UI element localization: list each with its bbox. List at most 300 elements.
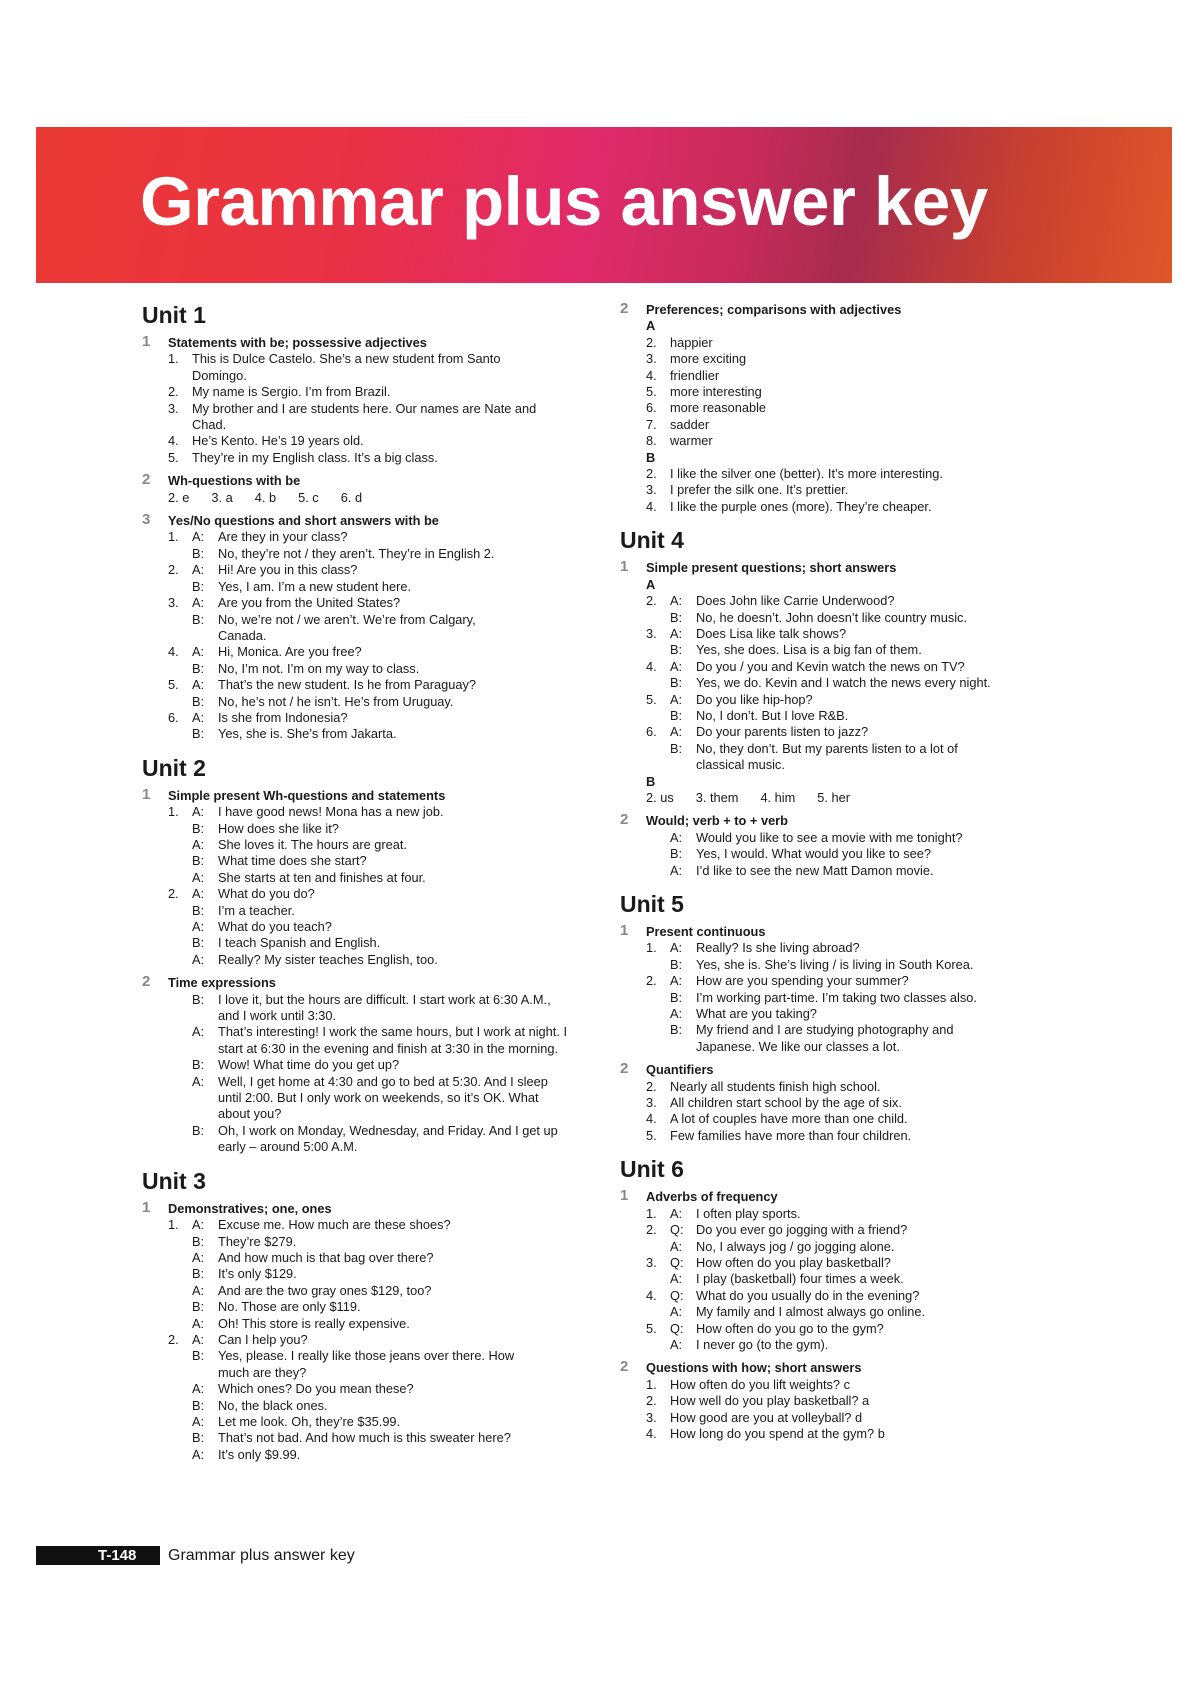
speaker-label: A: bbox=[192, 836, 205, 852]
answer-row bbox=[646, 482, 1120, 498]
answer-row bbox=[168, 935, 612, 951]
exercise-title: Yes/No questions and short answers with be bbox=[168, 513, 439, 529]
answer-row bbox=[168, 1381, 612, 1397]
answer-row bbox=[168, 529, 612, 545]
answer-row bbox=[168, 1299, 612, 1315]
answer-row bbox=[168, 1316, 612, 1332]
speaker-label: B: bbox=[670, 675, 683, 691]
exercise-heading bbox=[142, 335, 612, 351]
answer-row bbox=[646, 1255, 1120, 1271]
answer-row bbox=[168, 490, 612, 506]
item-number: 1. bbox=[168, 351, 179, 367]
answer-text: I have good news! Mona has a new job. bbox=[218, 804, 444, 820]
answer-text: It’s only $9.99. bbox=[218, 1446, 301, 1462]
answer-text: What do you teach? bbox=[218, 919, 332, 934]
answer-item: 2. us bbox=[646, 789, 674, 805]
speaker-label: A: bbox=[192, 677, 205, 693]
speaker-label: B: bbox=[192, 935, 205, 951]
answer-text: All children start school by the age of six. bbox=[670, 1095, 902, 1111]
answer-row bbox=[646, 957, 1120, 973]
exercise-number: 1 bbox=[142, 333, 151, 350]
exercise-number: 1 bbox=[142, 785, 151, 803]
answer-item: 5. c bbox=[298, 489, 319, 505]
speaker-label: A: bbox=[670, 940, 683, 956]
speaker-label: B: bbox=[670, 956, 683, 972]
page-title: Grammar plus answer key bbox=[140, 163, 988, 240]
exercise-body bbox=[142, 351, 612, 466]
answer-text: Yes, please. I really like those jeans over there. How bbox=[218, 1348, 515, 1364]
speaker-label: B: bbox=[192, 726, 205, 742]
speaker-label: A: bbox=[192, 804, 205, 820]
answer-text: Are they in your class? bbox=[218, 529, 348, 545]
answer-continuation: Domingo. bbox=[192, 367, 247, 383]
exercise-number: 1 bbox=[142, 1198, 151, 1216]
speaker-label: B: bbox=[192, 1057, 205, 1073]
exercise-heading bbox=[142, 1198, 612, 1217]
unit-heading: Unit 3 bbox=[142, 1167, 206, 1194]
answer-row bbox=[168, 804, 612, 820]
left-column bbox=[142, 302, 612, 1463]
speaker-label: A: bbox=[192, 1381, 205, 1397]
answer-text: Do your parents listen to jazz? bbox=[696, 724, 869, 740]
answer-row bbox=[646, 466, 1120, 482]
exercise-heading bbox=[620, 813, 1120, 829]
answer-text: happier bbox=[670, 334, 713, 350]
exercise-title: Adverbs of frequency bbox=[646, 1189, 778, 1205]
speaker-label: A: bbox=[192, 709, 205, 725]
answer-row bbox=[646, 351, 1120, 367]
exercise-body bbox=[142, 992, 612, 1156]
answer-text: I’m a teacher. bbox=[218, 902, 295, 918]
answer-row bbox=[168, 821, 612, 837]
item-number: 1. bbox=[168, 529, 179, 545]
speaker-label: B: bbox=[192, 1299, 205, 1315]
unit-heading: Unit 4 bbox=[620, 527, 684, 554]
item-number: 5. bbox=[168, 449, 179, 465]
exercise-heading bbox=[142, 513, 612, 529]
answer-text: My name is Sergio. I’m from Brazil. bbox=[192, 384, 391, 400]
speaker-label: A: bbox=[192, 1249, 205, 1265]
speaker-label: A: bbox=[192, 644, 205, 660]
answer-row bbox=[168, 450, 612, 466]
item-number: 5. bbox=[646, 691, 657, 707]
answer-text: Are you from the United States? bbox=[218, 595, 401, 611]
exercise-body bbox=[620, 577, 1120, 807]
speaker-label: A: bbox=[670, 1205, 683, 1221]
item-number: 3. bbox=[646, 1095, 657, 1111]
item-number: 3. bbox=[646, 482, 657, 498]
answer-row bbox=[646, 1206, 1120, 1222]
speaker-label: A: bbox=[670, 829, 683, 845]
answer-row bbox=[168, 992, 612, 1008]
answer-row bbox=[168, 903, 612, 919]
exercise-number: 1 bbox=[620, 558, 629, 576]
answer-row bbox=[168, 612, 612, 628]
answer-row bbox=[646, 741, 1120, 757]
answer-text: I teach Spanish and English. bbox=[218, 935, 381, 951]
answer-continuation: Canada. bbox=[218, 627, 267, 643]
answer-text: No, he doesn’t. John doesn’t like country music. bbox=[696, 609, 968, 625]
answer-row bbox=[646, 1288, 1120, 1304]
exercise-heading bbox=[142, 975, 612, 991]
answer-row bbox=[646, 675, 1120, 691]
answer-text: No. Those are only $119. bbox=[218, 1299, 361, 1315]
item-number: 7. bbox=[646, 416, 657, 432]
exercise-number: 3 bbox=[142, 511, 151, 529]
item-number: 1. bbox=[646, 1205, 657, 1221]
speaker-label: B: bbox=[192, 693, 205, 709]
answer-row bbox=[168, 1447, 612, 1463]
answer-row bbox=[646, 830, 1120, 846]
speaker-label: A: bbox=[192, 1315, 205, 1331]
item-number: 3. bbox=[646, 1254, 657, 1270]
speaker-label: B: bbox=[670, 1022, 683, 1038]
item-number: 5. bbox=[168, 677, 179, 693]
answer-row bbox=[646, 659, 1120, 675]
answer-text: How often do you go to the gym? bbox=[696, 1320, 884, 1336]
answer-row bbox=[646, 1377, 1120, 1393]
speaker-label: A: bbox=[192, 1446, 205, 1462]
answer-text: That’s the new student. Is he from Paraguay? bbox=[218, 677, 476, 693]
speaker-label: Q: bbox=[670, 1287, 684, 1303]
answer-row bbox=[168, 384, 612, 400]
answer-text: Let me look. Oh, they’re $35.99. bbox=[218, 1413, 401, 1429]
answer-row bbox=[646, 417, 1120, 433]
answer-row bbox=[168, 1414, 612, 1430]
speaker-label: B: bbox=[670, 707, 683, 723]
answer-text: No, I don’t. But I love R&B. bbox=[696, 707, 849, 723]
answer-text: She loves it. The hours are great. bbox=[218, 836, 407, 852]
answer-text: Do you ever go jogging with a friend? bbox=[696, 1222, 908, 1238]
answer-item: 6. d bbox=[340, 489, 363, 505]
answer-row bbox=[646, 863, 1120, 879]
answer-text: How good are you at volleyball? d bbox=[670, 1409, 863, 1425]
exercise-title: Wh-questions with be bbox=[168, 473, 301, 489]
answer-continuation: about you? bbox=[218, 1106, 282, 1122]
answer-text: How well do you play basketball? a bbox=[670, 1393, 870, 1409]
speaker-label: A: bbox=[670, 724, 683, 740]
exercise-title: Time expressions bbox=[168, 975, 276, 991]
answer-text: Excuse me. How much are these shoes? bbox=[218, 1217, 451, 1233]
item-number: 3. bbox=[646, 1409, 657, 1425]
answer-text: Do you / you and Kevin watch the news on TV? bbox=[696, 658, 965, 674]
answer-item: 4. b bbox=[254, 489, 277, 505]
answer-row bbox=[168, 595, 612, 611]
answer-row bbox=[646, 1410, 1120, 1426]
answer-row bbox=[646, 1239, 1120, 1255]
answer-row bbox=[168, 351, 612, 367]
answer-text: more reasonable bbox=[670, 400, 767, 416]
answer-row bbox=[646, 692, 1120, 708]
answer-text: This is Dulce Castelo. She’s a new student from Santo bbox=[192, 351, 501, 367]
answer-text: Hi! Are you in this class? bbox=[218, 562, 358, 578]
speaker-label: A: bbox=[192, 562, 205, 578]
exercise-title: Present continuous bbox=[646, 924, 766, 939]
speaker-label: Q: bbox=[670, 1320, 684, 1336]
item-number: 3. bbox=[646, 625, 657, 641]
speaker-label: A: bbox=[670, 593, 683, 609]
speaker-label: A: bbox=[192, 869, 205, 885]
item-number: 1. bbox=[168, 1217, 179, 1233]
exercise-heading bbox=[620, 1360, 1120, 1376]
answer-text: more exciting bbox=[670, 351, 747, 367]
speaker-label: A: bbox=[670, 1336, 683, 1352]
answer-row bbox=[168, 952, 612, 968]
exercise-title: Would; verb + to + verb bbox=[646, 813, 788, 829]
answer-row bbox=[168, 837, 612, 853]
exercise-body bbox=[620, 1206, 1120, 1354]
answer-text: Yes, she is. She’s living / is living in South Korea. bbox=[696, 956, 974, 972]
speaker-label: A: bbox=[192, 951, 205, 967]
answer-text: warmer bbox=[670, 433, 713, 449]
exercise-title: Demonstratives; one, ones bbox=[168, 1200, 332, 1216]
exercise-title: Statements with be; possessive adjectives bbox=[168, 335, 427, 350]
answer-text: No, we’re not / we aren’t. We’re from Calgary, bbox=[218, 611, 476, 627]
speaker-label: A: bbox=[192, 595, 205, 611]
answer-row bbox=[168, 1398, 612, 1414]
answer-row bbox=[168, 1250, 612, 1266]
answer-text: I never go (to the gym). bbox=[696, 1336, 829, 1352]
item-number: 6. bbox=[646, 724, 657, 740]
answer-row bbox=[168, 694, 612, 710]
answer-continuation: start at 6:30 in the evening and finish at 3:30 in the morning. bbox=[218, 1040, 559, 1056]
answer-row bbox=[168, 919, 612, 935]
answer-continuation: much are they? bbox=[218, 1364, 307, 1380]
exercise-body bbox=[142, 804, 612, 968]
answer-text: And are the two gray ones $129, too? bbox=[218, 1282, 432, 1298]
exercise-number: 2 bbox=[620, 300, 629, 317]
answer-continuation: until 2:00. But I only work on weekends, so it’s OK. What bbox=[218, 1090, 539, 1106]
item-number: 4. bbox=[646, 1287, 657, 1303]
answer-row bbox=[168, 1024, 612, 1040]
item-number: 3. bbox=[168, 595, 179, 611]
exercise-title: Preferences; comparisons with adjectives bbox=[646, 302, 902, 317]
speaker-label: A: bbox=[670, 1006, 683, 1022]
speaker-label: B: bbox=[192, 1348, 205, 1364]
exercise-number: 1 bbox=[620, 1187, 629, 1205]
item-number: 2. bbox=[646, 466, 657, 482]
answer-row bbox=[168, 401, 612, 417]
answer-continuation: Chad. bbox=[192, 417, 227, 433]
subsection-label: B bbox=[646, 773, 656, 789]
answer-text: No, he’s not / he isn’t. He’s from Uruguay. bbox=[218, 693, 454, 709]
answer-item: 2. e bbox=[168, 489, 190, 505]
speaker-label: A: bbox=[192, 1073, 205, 1089]
answer-text: I’m working part-time. I’m taking two classes also. bbox=[696, 989, 977, 1005]
item-number: 3. bbox=[646, 351, 657, 367]
item-number: 1. bbox=[646, 940, 657, 956]
subsection-label: B bbox=[646, 449, 656, 465]
item-number: 4. bbox=[646, 498, 657, 514]
answer-text: No, they’re not / they aren’t. They’re in English 2. bbox=[218, 545, 495, 561]
speaker-label: B: bbox=[192, 1122, 205, 1138]
answer-text: Nearly all students finish high school. bbox=[670, 1078, 881, 1094]
item-number: 4. bbox=[646, 658, 657, 674]
answer-row bbox=[168, 661, 612, 677]
exercise-body bbox=[620, 1377, 1120, 1443]
answer-continuation: classical music. bbox=[696, 757, 785, 773]
answer-text: I love it, but the hours are difficult. I start work at 6:30 A.M., bbox=[218, 991, 551, 1007]
subsection-label: A bbox=[646, 318, 656, 334]
answer-row bbox=[646, 973, 1120, 989]
answer-text: Can I help you? bbox=[218, 1331, 308, 1347]
answer-text: Yes, she is. She’s from Jakarta. bbox=[218, 726, 397, 742]
answer-text: How long do you spend at the gym? b bbox=[670, 1425, 885, 1441]
answer-row bbox=[646, 1393, 1120, 1409]
answer-row bbox=[646, 642, 1120, 658]
item-number: 3. bbox=[168, 400, 179, 416]
speaker-label: A: bbox=[670, 862, 683, 878]
answer-text: Does Lisa like talk shows? bbox=[696, 625, 847, 641]
answer-item: 5. her bbox=[817, 789, 851, 805]
subsection-label: A bbox=[646, 576, 656, 592]
unit-heading: Unit 6 bbox=[620, 1156, 684, 1183]
exercise-title: Simple present questions; short answers bbox=[646, 560, 897, 576]
answer-text: How often do you play basketball? bbox=[696, 1254, 891, 1270]
speaker-label: Q: bbox=[670, 1222, 684, 1238]
answer-row bbox=[168, 562, 612, 578]
exercise-title: Simple present Wh-questions and statements bbox=[168, 787, 446, 803]
answer-row bbox=[168, 886, 612, 902]
item-number: 2. bbox=[168, 384, 179, 400]
item-number: 6. bbox=[646, 400, 657, 416]
answer-text: Yes, I am. I’m a new student here. bbox=[218, 578, 412, 594]
answer-text: That’s interesting! I work the same hours, but I work at night. I bbox=[218, 1024, 567, 1040]
item-number: 4. bbox=[168, 644, 179, 660]
answer-row bbox=[168, 1332, 612, 1348]
answer-row bbox=[646, 708, 1120, 724]
answer-row bbox=[646, 1304, 1120, 1320]
answer-row bbox=[168, 1217, 612, 1233]
speaker-label: A: bbox=[670, 691, 683, 707]
speaker-label: B: bbox=[192, 820, 205, 836]
answer-row bbox=[646, 1111, 1120, 1127]
answer-row bbox=[168, 1074, 612, 1090]
item-number: 2. bbox=[168, 562, 179, 578]
answer-row bbox=[168, 677, 612, 693]
answer-text: sadder bbox=[670, 416, 710, 432]
answer-text: I like the purple ones (more). They’re cheaper. bbox=[670, 498, 932, 514]
speaker-label: B: bbox=[670, 740, 683, 756]
answer-text: I like the silver one (better). It’s more interesting. bbox=[670, 466, 943, 482]
answer-text: Oh! This store is really expensive. bbox=[218, 1315, 410, 1331]
item-number: 5. bbox=[646, 1320, 657, 1336]
answer-text: Yes, we do. Kevin and I watch the news every night. bbox=[696, 675, 991, 691]
exercise-number: 2 bbox=[620, 811, 629, 829]
answer-item: 3. a bbox=[211, 489, 233, 505]
answer-row bbox=[168, 1266, 612, 1282]
answer-text: Is she from Indonesia? bbox=[218, 709, 348, 725]
item-number: 4. bbox=[646, 1111, 657, 1127]
speaker-label: B: bbox=[192, 991, 205, 1007]
right-column bbox=[620, 302, 1120, 1442]
answer-text: And how much is that bag over there? bbox=[218, 1249, 434, 1265]
answer-row bbox=[646, 1095, 1120, 1111]
answer-row bbox=[646, 940, 1120, 956]
speaker-label: A: bbox=[670, 1304, 683, 1320]
item-number: 2. bbox=[646, 334, 657, 350]
answer-text: I prefer the silk one. It’s prettier. bbox=[670, 482, 849, 498]
item-number: 2. bbox=[646, 1393, 657, 1409]
page-number: T-148 bbox=[98, 1547, 137, 1564]
answer-text: My friend and I are studying photography and bbox=[696, 1022, 954, 1038]
speaker-label: B: bbox=[192, 853, 205, 869]
answer-text: No, they don’t. But my parents listen to a lot of bbox=[696, 740, 958, 756]
answer-text: No, I’m not. I’m on my way to class. bbox=[218, 660, 420, 676]
answer-row bbox=[646, 1128, 1120, 1144]
answer-continuation: early – around 5:00 A.M. bbox=[218, 1139, 358, 1155]
answer-text: No, I always jog / go jogging alone. bbox=[696, 1238, 895, 1254]
speaker-label: B: bbox=[192, 578, 205, 594]
speaker-label: B: bbox=[192, 545, 205, 561]
item-number: 5. bbox=[646, 1127, 657, 1143]
speaker-label: A: bbox=[670, 1271, 683, 1287]
speaker-label: A: bbox=[670, 658, 683, 674]
answer-row bbox=[168, 870, 612, 886]
answer-row bbox=[646, 433, 1120, 449]
answer-row bbox=[168, 644, 612, 660]
exercise-number: 1 bbox=[620, 922, 629, 939]
exercise-number: 2 bbox=[620, 1358, 629, 1376]
answer-row bbox=[646, 1222, 1120, 1238]
speaker-label: B: bbox=[670, 642, 683, 658]
exercise-heading bbox=[620, 302, 1120, 318]
answer-text: Hi, Monica. Are you free? bbox=[218, 644, 362, 660]
answer-text: No, the black ones. bbox=[218, 1397, 328, 1413]
answer-row bbox=[168, 579, 612, 595]
item-number: 2. bbox=[646, 973, 657, 989]
answer-row bbox=[168, 1430, 612, 1446]
answer-text: Yes, she does. Lisa is a big fan of them. bbox=[696, 642, 922, 658]
answer-text: How are you spending your summer? bbox=[696, 973, 909, 989]
speaker-label: A: bbox=[670, 625, 683, 641]
answer-text: Yes, I would. What would you like to see? bbox=[696, 846, 931, 862]
speaker-label: B: bbox=[670, 846, 683, 862]
item-number: 4. bbox=[168, 433, 179, 449]
answer-row bbox=[646, 846, 1120, 862]
answer-item: 4. him bbox=[760, 789, 796, 805]
exercise-heading bbox=[620, 924, 1120, 940]
answer-text: more interesting bbox=[670, 384, 762, 400]
answer-text: Really? Is she living abroad? bbox=[696, 940, 860, 956]
exercise-body bbox=[620, 1079, 1120, 1145]
answer-text: What time does she start? bbox=[218, 853, 367, 869]
answer-row bbox=[646, 499, 1120, 515]
item-number: 8. bbox=[646, 433, 657, 449]
exercise-heading bbox=[142, 473, 612, 489]
exercise-heading bbox=[620, 1189, 1120, 1205]
answer-text: I play (basketball) four times a week. bbox=[696, 1271, 904, 1287]
title-banner bbox=[36, 127, 1172, 283]
unit-heading: Unit 1 bbox=[142, 302, 206, 328]
answer-row bbox=[168, 1123, 612, 1139]
speaker-label: A: bbox=[192, 919, 205, 934]
answer-text: Which ones? Do you mean these? bbox=[218, 1381, 414, 1397]
answer-continuation: and I work until 3:30. bbox=[218, 1008, 337, 1024]
answer-row bbox=[168, 1234, 612, 1250]
item-number: 4. bbox=[646, 367, 657, 383]
answer-row bbox=[168, 726, 612, 742]
speaker-label: B: bbox=[192, 1233, 205, 1249]
answer-row bbox=[646, 368, 1120, 384]
answer-row bbox=[646, 610, 1120, 626]
speaker-label: A: bbox=[192, 529, 205, 545]
answer-text: They’re $279. bbox=[218, 1233, 297, 1249]
answer-text: Does John like Carrie Underwood? bbox=[696, 593, 895, 609]
speaker-label: A: bbox=[192, 1217, 205, 1233]
answer-row bbox=[646, 1426, 1120, 1442]
answer-text: Would you like to see a movie with me tonight? bbox=[696, 829, 963, 845]
